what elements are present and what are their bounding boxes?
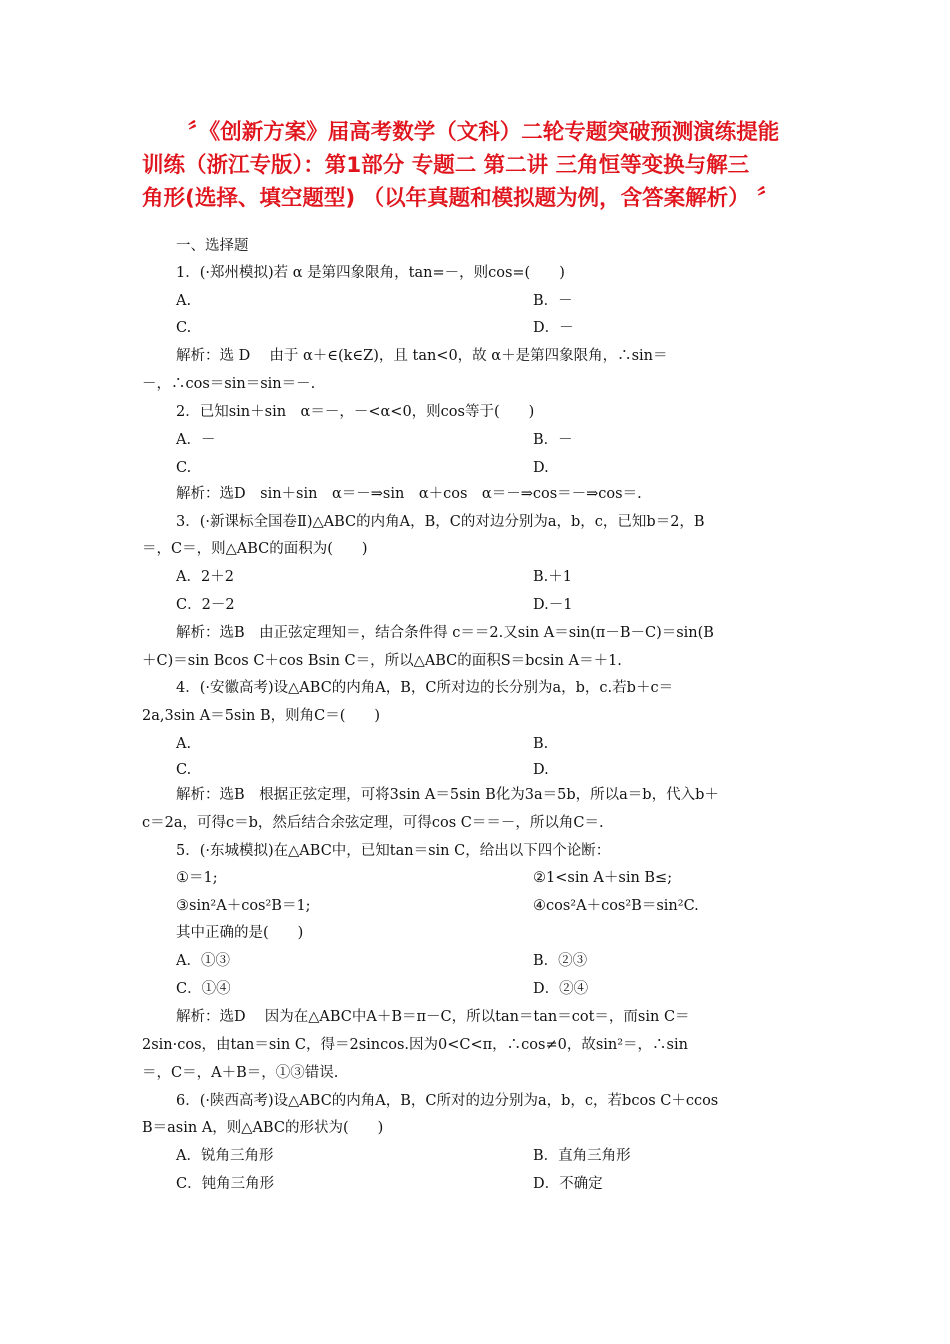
q2-solution: 解析：选D sin＋sin α＝－⇒sin α＋cos α＝－⇒cos＝－⇒cos＝. (176, 486, 642, 502)
q5-statement-1: ①＝1; (176, 870, 218, 886)
question-3-line-2: ＝，C＝，则△ABC的面积为( ) (142, 541, 368, 557)
q2-option-a: A．－ (176, 432, 216, 448)
q5-solution-line-3: ＝，C＝，A＋B＝，①③错误. (142, 1065, 339, 1081)
section-heading: 一、选择题 (176, 238, 249, 254)
q2-option-d: D. (533, 460, 549, 476)
q3-solution-line-2: ＋C)＝sin Bcos C＋cos Bsin C＝，所以△ABC的面积S＝bcsin A＝＋1. (142, 653, 622, 669)
q4-option-b: B. (533, 736, 549, 752)
q3-solution-line-1: 解析：选B 由正弦定理知＝，结合条件得 c＝＝2.又sin A＝sin(π－B－C)＝sin(B (176, 625, 714, 641)
q3-option-b: B.＋1 (533, 569, 572, 585)
q5-statement-3: ③sin²A＋cos²B＝1; (176, 898, 311, 914)
q2-option-b: B．－ (533, 432, 573, 448)
question-6-line-1: 6．(·陕西高考)设△ABC的内角A，B，C所对的边分别为a，b，c，若bcos C＋ccos (176, 1093, 719, 1109)
q1-option-c: C. (176, 320, 192, 336)
q5-option-c: C．①④ (176, 981, 231, 997)
question-4-line-2: 2a,3sin A＝5sin B，则角C＝( ) (142, 708, 381, 724)
question-4-line-1: 4．(·安徽高考)设△ABC的内角A，B，C所对边的长分别为a，b，c.若b＋c＝ (176, 680, 674, 696)
q4-option-c: C. (176, 762, 192, 778)
q5-option-d: D．②④ (533, 981, 589, 997)
q3-option-c: C．2－2 (176, 597, 235, 613)
q4-solution-line-2: c＝2a，可得c＝b，然后结合余弦定理，可得cos C＝＝－，所以角C＝. (142, 815, 604, 831)
q4-option-d: D. (533, 762, 549, 778)
q5-statement-2: ②1<sin A＋sin B≤; (533, 870, 673, 886)
q1-option-b: B．－ (533, 293, 573, 309)
q5-statement-4: ④cos²A＋cos²B＝sin²C. (533, 898, 699, 914)
q5-option-b: B．②③ (533, 953, 588, 969)
q5-prompt: 其中正确的是( ) (176, 925, 304, 941)
q6-option-a: A．锐角三角形 (176, 1148, 274, 1164)
q4-option-a: A. (176, 736, 192, 752)
title-line-1: 〞《创新方案》届高考数学（文科）二轮专题突破预测演练提能 (188, 120, 780, 145)
question-6-line-2: B＝asin A，则△ABC的形状为( ) (142, 1120, 384, 1136)
question-3-line-1: 3．(·新课标全国卷Ⅱ)△ABC的内角A，B，C的对边分别为a，b，c，已知b＝2，B (176, 514, 705, 530)
question-1: 1．(·郑州模拟)若 α 是第四象限角，tan=－，则cos=( ) (176, 265, 565, 281)
q4-solution-line-1: 解析：选B 根据正弦定理，可将3sin A＝5sin B化为3a＝5b，所以a＝b，代入b＋ (176, 787, 719, 803)
q1-option-a: A. (176, 293, 192, 309)
q5-option-a: A．①③ (176, 953, 230, 969)
question-2: 2．已知sin＋sin α＝－，－<α<0，则cos等于( ) (176, 404, 535, 420)
q5-solution-line-2: 2sin·cos，由tan＝sin C，得＝2sincos.因为0<C<π，∴cos≠0，故sin²＝，∴sin (142, 1037, 688, 1053)
q3-option-a: A．2＋2 (176, 569, 234, 585)
q1-solution-line-1: 解析：选 D 由于 α＋∈(k∈Z)，且 tan<0，故 α＋是第四象限角，∴sin＝ (176, 348, 668, 364)
question-5: 5．(·东城模拟)在△ABC中，已知tan＝sin C，给出以下四个论断： (176, 843, 611, 859)
document-title (142, 116, 807, 215)
q2-option-c: C. (176, 460, 192, 476)
q1-option-d: D．－ (533, 320, 574, 336)
q6-option-b: B．直角三角形 (533, 1148, 631, 1164)
q3-option-d: D.－1 (533, 597, 573, 613)
q6-option-d: D．不确定 (533, 1176, 603, 1192)
q5-solution-line-1: 解析：选D 因为在△ABC中A＋B＝π－C，所以tan＝tan＝cot＝，而sin C＝ (176, 1009, 690, 1025)
q1-solution-line-2: －，∴cos＝sin＝sin＝－. (142, 376, 316, 392)
title-line-2: 训练（浙江专版）：第1部分 专题二 第二讲 三角恒等变换与解三 (142, 153, 750, 178)
q6-option-c: C．钝角三角形 (176, 1176, 275, 1192)
title-line-3: 角形(选择、填空题型) （以年真题和模拟题为例，含答案解析） 〞 (142, 186, 779, 211)
